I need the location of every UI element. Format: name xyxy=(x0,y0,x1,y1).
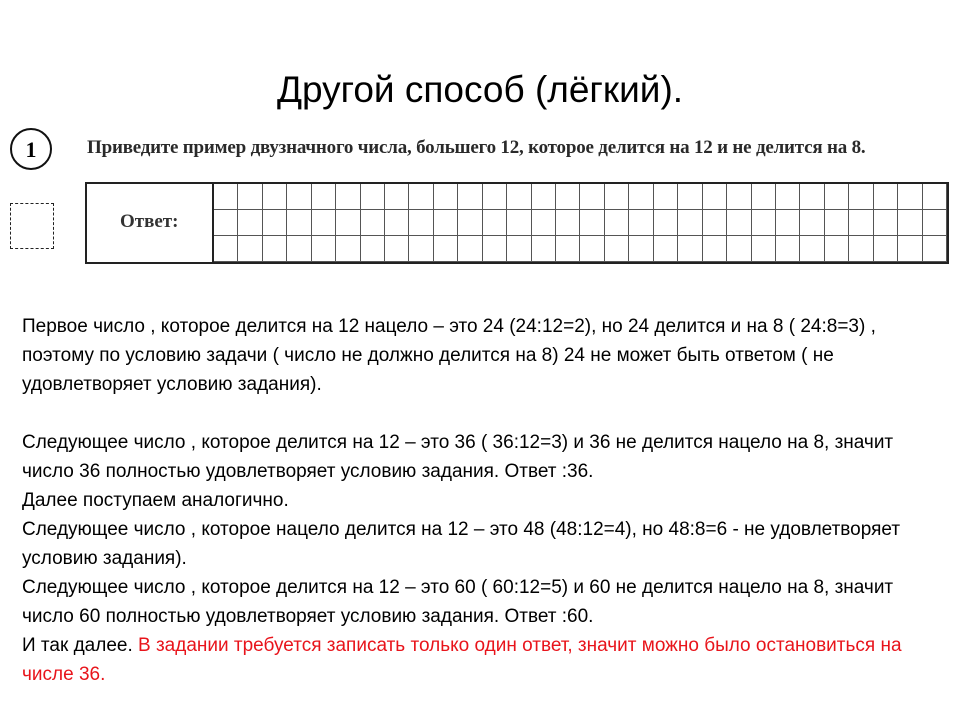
answer-grid-cell xyxy=(214,184,238,210)
answer-grid-cell xyxy=(825,236,849,262)
answer-grid-cell xyxy=(580,184,604,210)
answer-grid-cell xyxy=(752,184,776,210)
paragraph-third-number: Следующее число , которое нацело делится на 12 – это 48 (48:12=4), но 48:8=6 - не удовлетворяет условию задания). xyxy=(22,519,901,569)
answer-grid-cell xyxy=(287,184,311,210)
paragraph-first-number: Первое число , которое делится на 12 нацело – это 24 (24:12=2), но 24 делится и на 8 ( 24:8=3) , поэтому по условию задачи ( число не должно делится на 8) 24 не может быть ответом ( не удовлетворяет условию задания). xyxy=(22,316,876,395)
answer-grid-cell xyxy=(874,210,898,236)
answer-grid-cell xyxy=(874,184,898,210)
answer-grid-cell xyxy=(849,210,873,236)
answer-grid-cell xyxy=(409,236,433,262)
answer-grid-cell xyxy=(263,236,287,262)
answer-grid-cell xyxy=(703,184,727,210)
task-number-badge: 1 xyxy=(10,128,52,170)
answer-grid-cell xyxy=(263,210,287,236)
answer-grid-cell xyxy=(776,184,800,210)
answer-grid-cell xyxy=(898,236,922,262)
answer-grid-cell xyxy=(727,236,751,262)
answer-grid-cell xyxy=(385,210,409,236)
answer-grid-cell xyxy=(605,184,629,210)
answer-grid-cell xyxy=(263,184,287,210)
answer-grid-cell xyxy=(312,210,336,236)
answer-grid-cell xyxy=(898,184,922,210)
answer-grid-cell xyxy=(580,210,604,236)
answer-grid-cell xyxy=(654,184,678,210)
answer-grid-cell xyxy=(580,236,604,262)
paragraph-second-number: Следующее число , которое делится на 12 – это 36 ( 36:12=3) и 36 не делится нацело на 8, значит число 36 полностью удовлетворяет условию задания. Ответ :36. xyxy=(22,432,894,482)
answer-grid-cell xyxy=(776,236,800,262)
answer-label: Ответ: xyxy=(120,211,179,232)
conclusion-red-text: В задании требуется записать только один ответ, значит можно было остановиться на числе 36. xyxy=(22,635,902,685)
answer-grid-cell xyxy=(214,236,238,262)
answer-grid-cell xyxy=(678,236,702,262)
answer-grid-cell xyxy=(556,236,580,262)
answer-grid-cell xyxy=(507,184,531,210)
answer-grid-cell xyxy=(923,184,947,210)
answer-grid-cell xyxy=(361,236,385,262)
paragraph-conclusion xyxy=(22,631,942,689)
conclusion-black-text: И так далее. xyxy=(22,635,133,656)
answer-grid-cell xyxy=(532,210,556,236)
answer-grid-cell xyxy=(727,184,751,210)
answer-grid-cell xyxy=(483,184,507,210)
answer-grid-cell xyxy=(825,184,849,210)
task-question: Приведите пример двузначного числа, большего 12, которое делится на 12 и не делится на 8. xyxy=(87,137,866,158)
answer-grid-cell xyxy=(800,184,824,210)
answer-grid xyxy=(212,184,947,262)
answer-grid-cell xyxy=(703,210,727,236)
solution-text xyxy=(22,312,942,689)
answer-grid-cell xyxy=(532,236,556,262)
answer-grid-cell xyxy=(874,236,898,262)
answer-grid-cell xyxy=(434,184,458,210)
answer-grid-cell xyxy=(605,236,629,262)
answer-grid-cell xyxy=(703,236,727,262)
answer-grid-cell xyxy=(361,210,385,236)
answer-grid-cell xyxy=(483,236,507,262)
answer-grid-cell xyxy=(923,236,947,262)
answer-grid-cell xyxy=(727,210,751,236)
answer-grid-cell xyxy=(678,210,702,236)
answer-grid-cell xyxy=(629,210,653,236)
answer-grid-cell xyxy=(752,236,776,262)
answer-grid-cell xyxy=(898,210,922,236)
answer-grid-cell xyxy=(532,184,556,210)
answer-grid-cell xyxy=(752,210,776,236)
answer-grid-cell xyxy=(654,210,678,236)
answer-grid-cell xyxy=(654,236,678,262)
answer-grid-cell xyxy=(678,184,702,210)
slide-title: Другой способ (лёгкий). xyxy=(276,69,684,110)
answer-grid-cell xyxy=(605,210,629,236)
answer-grid-cell xyxy=(336,184,360,210)
answer-grid-cell xyxy=(507,236,531,262)
answer-grid-cell xyxy=(434,210,458,236)
answer-grid-cell xyxy=(800,236,824,262)
answer-grid-cell xyxy=(336,210,360,236)
answer-grid-cell xyxy=(238,210,262,236)
answer-grid-cell xyxy=(483,210,507,236)
answer-grid-cell xyxy=(776,210,800,236)
answer-grid-cell xyxy=(385,184,409,210)
score-box xyxy=(10,203,54,249)
answer-grid-cell xyxy=(361,184,385,210)
answer-grid-cell xyxy=(312,184,336,210)
answer-grid-cell xyxy=(238,236,262,262)
paragraph-fourth-number: Следующее число , которое делится на 12 – это 60 ( 60:12=5) и 60 не делится нацело на 8, значит число 60 полностью удовлетворяет условию задания. Ответ :60. xyxy=(22,577,894,627)
answer-grid-cell xyxy=(825,210,849,236)
answer-grid-cell xyxy=(238,184,262,210)
answer-grid-cell xyxy=(556,184,580,210)
answer-grid-cell xyxy=(434,236,458,262)
paragraph-continue: Далее поступаем аналогично. xyxy=(22,490,289,511)
answer-grid-cell xyxy=(458,236,482,262)
answer-grid-cell xyxy=(409,184,433,210)
answer-grid-cell xyxy=(923,210,947,236)
answer-grid-cell xyxy=(214,210,238,236)
answer-grid-cell xyxy=(312,236,336,262)
answer-grid-cell xyxy=(800,210,824,236)
answer-grid-cell xyxy=(287,236,311,262)
answer-grid-cell xyxy=(409,210,433,236)
answer-grid-cell xyxy=(458,184,482,210)
answer-grid-cell xyxy=(556,210,580,236)
answer-grid-cell xyxy=(849,236,873,262)
answer-grid-cell xyxy=(849,184,873,210)
answer-grid-cell xyxy=(629,236,653,262)
answer-grid-cell xyxy=(336,236,360,262)
answer-grid-cell xyxy=(458,210,482,236)
answer-grid-cell xyxy=(287,210,311,236)
answer-grid-cell xyxy=(385,236,409,262)
answer-grid-cell xyxy=(629,184,653,210)
answer-grid-cell xyxy=(507,210,531,236)
